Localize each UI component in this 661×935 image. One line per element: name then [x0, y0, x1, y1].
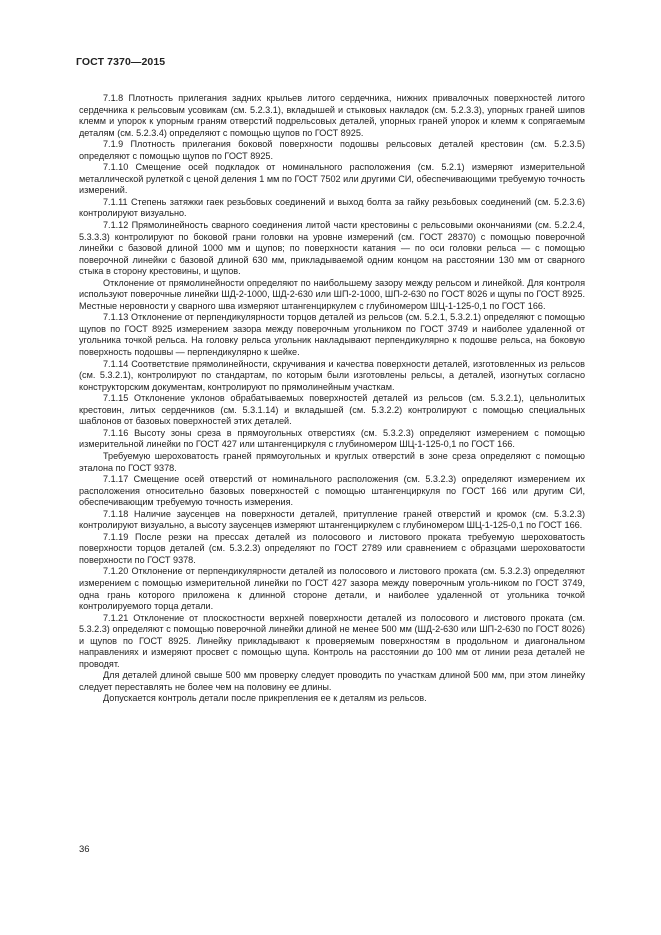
paragraph-7-1-10: 7.1.10 Смещение осей подкладок от номинального расположения (см. 5.2.1) измеряют измерительной металлической рулеткой с ценой деления 1 мм по ГОСТ 7502 или другими СИ, обеспечивающими требуемую точность измерений. [79, 162, 585, 196]
document-body [79, 93, 585, 705]
paragraph-7-1-20: 7.1.20 Отклонение от перпендикулярности деталей из полосового и листового проката (см. 5.3.2.3) определяют измерением с помощью измерительной линейки по ГОСТ 427 зазора между поверочным уголь-ником по ГОСТ 3749, одна грань которого приложена к длинной стороне детали, и наиболее удаленной от угольника точкой контролируемого торца детали. [79, 566, 585, 612]
paragraph-7-1-21: 7.1.21 Отклонение от плоскостности верхней поверхности деталей из полосового и листового проката (см. 5.3.2.3) определяют с помощью поверочной линейки длиной не менее 500 мм (ШД-2-630 или ШП-2-630 по ГОСТ 8026) и щупов по ГОСТ 8925. Линейку прикладывают к проверяемым поверхностям в продольном и диагональном направлениях и измеряют просвет с помощью щупа. Контроль на расстоянии до 100 мм от линии реза деталей не проводят. [79, 612, 585, 669]
paragraph-7-1-11: 7.1.11 Степень затяжки гаек резьбовых соединений и выход болта за гайку резьбовых соединений (см. 5.2.3.6) контролируют визуально. [79, 196, 585, 219]
paragraph-7-1-12: 7.1.12 Прямолинейность сварного соединения литой части крестовины с рельсовыми окончаниями (см. 5.2.2.4, 5.3.3.3) контролируют по боковой грани головки на уровне измерений (см. ГОСТ 28370) с помощью поверочной линейки с базовой длиной 1000 мм и щупов; по поверхности катания — по оси головки рельса — с помощью поверочной линейки с базовой длиной 630 мм, прикладываемой одним концом на расстоянии 130 мм от сварного стыка в сторону крестовины, и щупов. [79, 220, 585, 277]
paragraph-7-1-14: 7.1.14 Соответствие прямолинейности, скручивания и качества поверхности деталей, изготовленных из рельсов (см. 5.3.2.1), контролируют по стандартам, по которым были изготовлены рельсы, а деталей, изогнутых согласно конструкторским документам, контролируют по прямолинейным участкам. [79, 358, 585, 392]
paragraph-7-1-18: 7.1.18 Наличие заусенцев на поверхности деталей, притупление граней отверстий и кромок (см. 5.3.2.3) контролируют визуально, а высоту заусенцев измеряют штангенциркулем с глубиномером ШЦ-1-125-0,1 по ГОСТ 166. [79, 508, 585, 531]
paragraph-7-1-15: 7.1.15 Отклонение уклонов обрабатываемых поверхностей деталей из рельсов (см. 5.3.2.1), цельнолитых крестовин, литых сердечников (см. 5.3.1.14) и вкладышей (см. 5.3.2.2) контролируют с помощью специальных шаблонов от базовых поверхностей этих деталей. [79, 393, 585, 427]
page-number: 36 [79, 844, 90, 855]
paragraph-7-1-19: 7.1.19 После резки на прессах деталей из полосового и листового проката требуемую шероховатость поверхности торцов деталей (см. 5.3.2.3) определяют по ГОСТ 2789 или сравнением с образцами шероховатости поверхности по ГОСТ 9378. [79, 531, 585, 565]
paragraph-7-1-12-cont: Отклонение от прямолинейности определяют по наибольшему зазору между рельсом и линейкой. Для контроля используют поверочные линейки ШД-2-1000, ШД-2-630 или ШП-2-1000, ШП-2-630 по ГОСТ 8026 и щупы по ГОСТ 8925. Местные неровности у сварного шва измеряют штангенциркулем с глубиномером ШЦ-1-125-0,1 по ГОСТ 166. [79, 277, 585, 311]
paragraph-7-1-8: 7.1.8 Плотность прилегания задних крыльев литого сердечника, нижних привалочных поверхностей литого сердечника к рельсовым усовикам (см. 5.2.3.1), вкладышей и стыковых накладок (см. 5.2.3.3), упорных граней шипов клемм и упорок к упорным граням отверстий подрельсовых деталей, упорных граней упорок и клемм к сопрягаемым деталям (см. 5.2.3.4) определяют с помощью щупов по ГОСТ 8925. [79, 93, 585, 138]
paragraph-7-1-17: 7.1.17 Смещение осей отверстий от номинального расположения (см. 5.3.2.3) определяют измерением их расположения относительно базовых поверхностей с помощью штангенциркуля по ГОСТ 166 или другим СИ, обеспечивающим требуемую точность измерения. [79, 474, 585, 508]
document-header: ГОСТ 7370—2015 [76, 56, 166, 68]
paragraph-7-1-16-cont: Требуемую шероховатость граней прямоугольных и круглых отверстий в зоне среза определяют с помощью эталона по ГОСТ 9378. [79, 450, 585, 473]
paragraph-7-1-16: 7.1.16 Высоту зоны среза в прямоугольных отверстиях (см. 5.3.2.3) определяют измерением с помощью измерительной линейки по ГОСТ 427 или штангенциркуля с глубиномером ШЦ-1-125-0,1 по ГОСТ 166. [79, 427, 585, 450]
paragraph-7-1-21-note: Допускается контроль детали после прикрепления ее к деталям из рельсов. [103, 693, 427, 704]
paragraph-7-1-13: 7.1.13 Отклонение от перпендикулярности торцов деталей из рельсов (см. 5.2.1, 5.3.2.1) определяют с помощью щупов по ГОСТ 8925 измерением зазора между поверочным угольником по ГОСТ 3749 и наиболее удаленной от угольника точкой рельса. На головку рельса угольник накладывают перпендикулярно к подошве рельса, на боковую поверхность подошвы — перпендикулярно к шейке. [79, 312, 585, 358]
paragraph-7-1-21-cont: Для деталей длиной свыше 500 мм проверку следует проводить по участкам длиной 500 мм, при этом линейку следует переставлять не более чем на половину ее длины. [79, 670, 585, 692]
paragraph-7-1-9: 7.1.9 Плотность прилегания боковой поверхности подошвы рельсовых деталей крестовин (см. 5.2.3.5) определяют с помощью щупов по ГОСТ 8925. [79, 139, 585, 161]
